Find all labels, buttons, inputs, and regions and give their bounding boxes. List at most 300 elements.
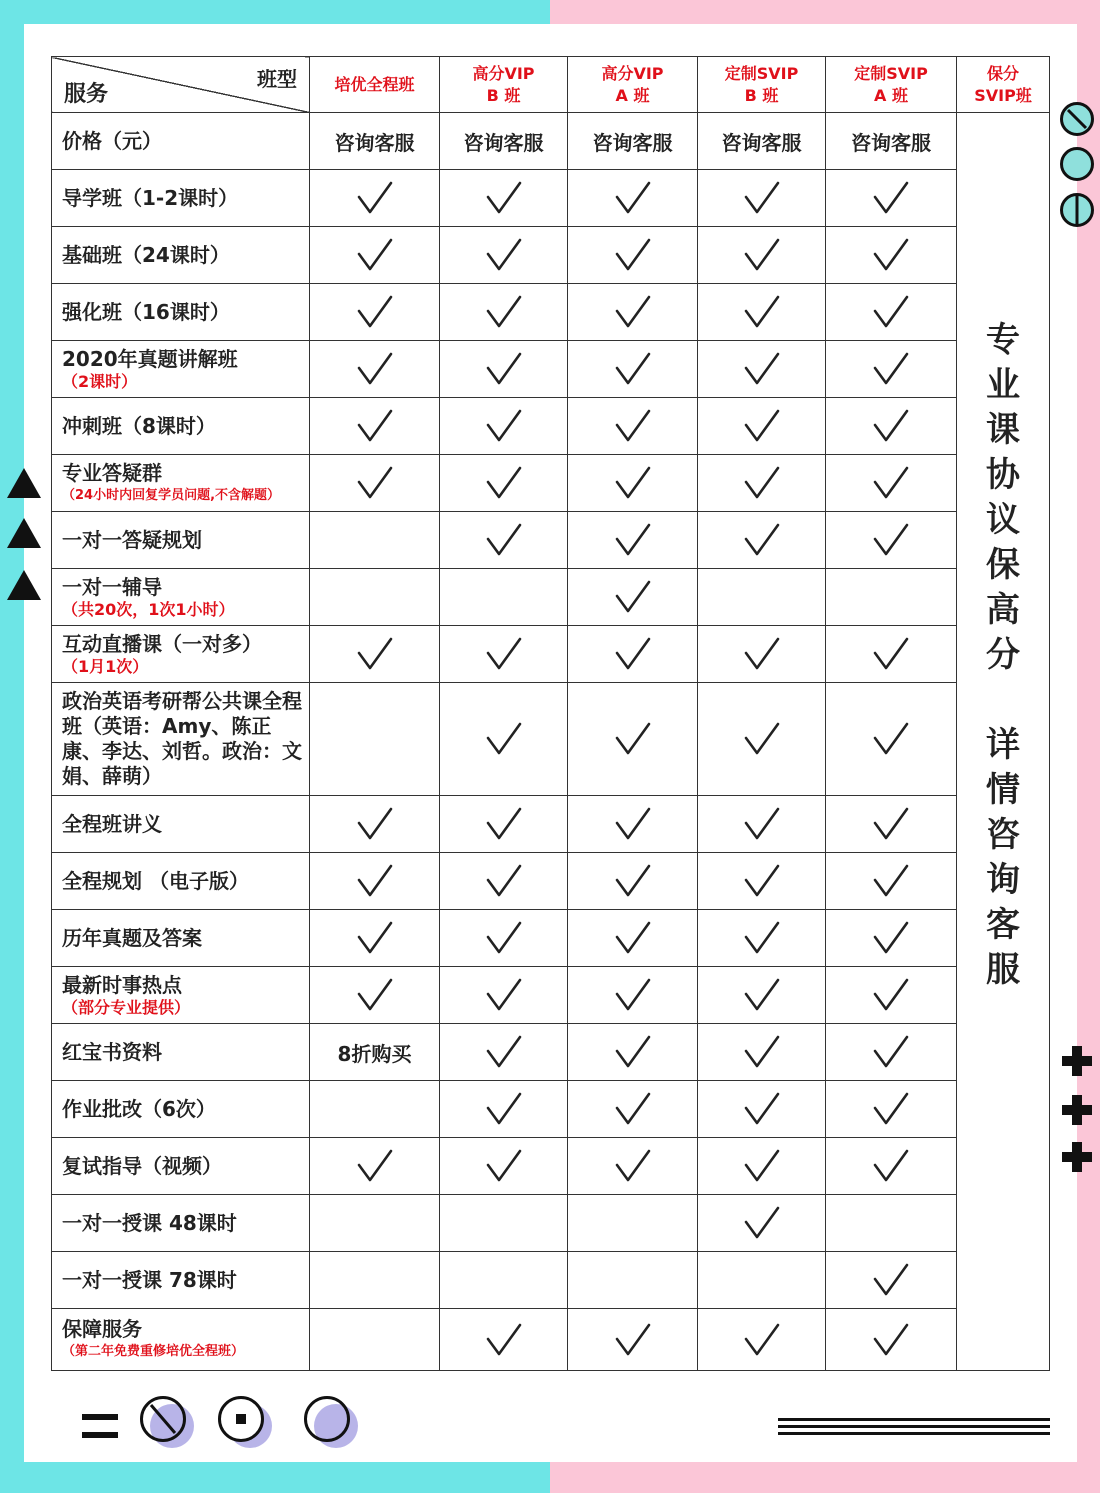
row-label-text: 专业答疑群 [62,460,162,485]
table-cell [826,113,957,170]
column-header-vip-b: 高分VIP B 班 [440,57,568,113]
checkmark-icon [615,181,651,215]
checkmark-icon [615,978,651,1012]
row-label-text: 2020年真题讲解班 [62,346,238,371]
equals-icon [82,1414,118,1438]
table-cell [698,1195,826,1252]
table-cell [440,1309,568,1371]
table-cell [826,796,957,853]
table-cell [440,1252,568,1309]
checkmark-icon [357,409,393,443]
slashed-circle-icon [140,1396,186,1442]
table-cell [698,455,826,512]
table-row [52,853,1050,910]
column-header-vip-a: 高分VIP A 班 [568,57,698,113]
cell-text: 咨询客服 [851,130,931,155]
checkmark-icon [744,1323,780,1357]
checkmark-icon [615,295,651,329]
plus-icon [1062,1046,1092,1076]
row-label [52,1138,310,1195]
checkmark-icon [615,722,651,756]
table-cell [310,796,440,853]
table-cell [440,626,568,683]
table-cell [310,284,440,341]
checkmark-icon [873,295,909,329]
checkmark-icon [744,1149,780,1183]
table-cell [310,1081,440,1138]
checkmark-icon [615,1323,651,1357]
table-cell [310,1024,440,1081]
side-note-char: 协 [986,455,1020,495]
circle-icon [1060,147,1094,181]
checkmark-icon [744,722,780,756]
table-cell [440,796,568,853]
row-label-text: 全程规划 （电子版） [62,868,249,893]
table-cell [568,683,698,796]
side-note-gap [957,678,1049,723]
table-cell [568,113,698,170]
checkmark-icon [615,466,651,500]
table-cell [826,170,957,227]
checkmark-icon [486,1149,522,1183]
checkmark-icon [744,409,780,443]
slashed-circle-icon [1060,102,1094,136]
checkmark-icon [486,523,522,557]
row-label-text: 一对一授课 78课时 [62,1267,237,1292]
checkmark-icon [486,352,522,386]
split-circle-icon [1060,193,1094,227]
checkmark-icon [357,864,393,898]
row-label-note: （2课时） [62,371,138,391]
table-row [52,1252,1050,1309]
checkmark-icon [486,238,522,272]
row-label-text: 基础班（24课时） [62,242,230,267]
checkmark-icon [615,523,651,557]
triangle-marker-icon [7,468,41,498]
corner-bottom-label: 服务 [64,82,109,107]
table-row [52,569,1050,626]
table-row [52,1195,1050,1252]
table-cell [310,967,440,1024]
table-cell [568,910,698,967]
checkmark-icon [873,1149,909,1183]
table-cell [568,1252,698,1309]
checkmark-icon [357,1149,393,1183]
row-label-text: 复试指导（视频） [62,1153,222,1178]
checkmark-icon [744,238,780,272]
table-cell [440,512,568,569]
table-cell [826,284,957,341]
table-cell [440,1195,568,1252]
checkmark-icon [615,1149,651,1183]
table-cell [698,398,826,455]
column-header-peiyou: 培优全程班 [310,57,440,113]
row-label-text: 一对一答疑规划 [62,527,202,552]
table-cell [440,1138,568,1195]
row-label [52,341,310,398]
table-cell [698,341,826,398]
row-label-text: 保障服务 [62,1317,142,1341]
cell-text: 咨询客服 [334,130,415,155]
table-cell [698,227,826,284]
table-row [52,1138,1050,1195]
row-label-text: 导学班（1-2课时） [62,185,239,210]
table-cell [310,1252,440,1309]
table-cell [568,341,698,398]
triangle-marker-icon [7,518,41,548]
side-note-char: 服 [986,950,1020,990]
table-row [52,796,1050,853]
checkmark-icon [486,181,522,215]
table-cell [698,967,826,1024]
table-cell [310,113,440,170]
row-label-text: 一对一辅导 [62,574,162,599]
checkmark-icon [744,1092,780,1126]
row-label-text: 历年真题及答案 [62,925,202,950]
row-label [52,512,310,569]
table-cell [310,170,440,227]
checkmark-icon [357,466,393,500]
row-label-text: 一对一授课 48课时 [62,1210,237,1235]
table-cell [826,910,957,967]
checkmark-icon [357,352,393,386]
checkmark-icon [744,295,780,329]
table-cell [568,967,698,1024]
row-label-text: 全程班讲义 [62,811,162,836]
table-cell [698,1309,826,1371]
checkmark-icon [873,637,909,671]
row-label [52,455,310,512]
table-cell [826,967,957,1024]
table-cell [310,853,440,910]
row-label [52,113,310,170]
row-label [52,284,310,341]
table-cell [826,853,957,910]
checkmark-icon [873,1035,909,1069]
side-note-char: 详 [986,725,1020,765]
table-cell [698,170,826,227]
checkmark-icon [744,1035,780,1069]
table-cell [568,1138,698,1195]
table-cell [698,113,826,170]
checkmark-icon [744,466,780,500]
table-cell [698,569,826,626]
dot-circle-icon [218,1396,264,1442]
table-cell [440,569,568,626]
service-comparison-table [51,56,1050,1371]
table-cell [698,626,826,683]
row-label-text: 冲刺班（8课时） [62,413,216,438]
table-cell [568,853,698,910]
row-label [52,170,310,227]
table-cell [698,1252,826,1309]
row-label-note: （共20次，1次1小时） [62,599,235,619]
row-label-text: 强化班（16课时） [62,299,230,324]
cell-text: 咨询客服 [721,130,802,155]
table-row [52,1081,1050,1138]
checkmark-icon [486,978,522,1012]
table-cell [440,113,568,170]
table-cell [698,1024,826,1081]
row-label [52,683,310,796]
triangle-marker-icon [7,570,41,600]
row-label-note: （部分专业提供） [62,997,191,1017]
checkmark-icon [744,921,780,955]
checkmark-icon [873,352,909,386]
plus-icon [1062,1142,1092,1172]
table-cell [826,227,957,284]
checkmark-icon [615,352,651,386]
table-cell [310,455,440,512]
cell-text: 咨询客服 [463,130,544,155]
corner-top-label: 班型 [257,67,297,91]
column-header-baofen-svip: 保分 SVIP班 [957,57,1050,113]
checkmark-icon [486,807,522,841]
side-note-char: 高 [986,590,1020,630]
table-row [52,626,1050,683]
checkmark-icon [744,523,780,557]
table-cell [826,398,957,455]
checkmark-icon [486,637,522,671]
table-cell [698,683,826,796]
checkmark-icon [744,1206,780,1240]
table-row [52,170,1050,227]
table-cell [310,398,440,455]
table-cell [440,683,568,796]
checkmark-icon [873,1092,909,1126]
checkmark-icon [615,580,651,614]
checkmark-icon [873,864,909,898]
table-cell [568,284,698,341]
table-row [52,683,1050,796]
checkmark-icon [873,238,909,272]
row-label [52,796,310,853]
table-cell [826,626,957,683]
row-label-note: （第二年免费重修培优全程班） [62,1344,245,1359]
side-note-char: 课 [986,410,1020,450]
checkmark-icon [873,181,909,215]
checkmark-icon [744,978,780,1012]
checkmark-icon [615,238,651,272]
table-cell [440,284,568,341]
table-row [52,455,1050,512]
checkmark-icon [486,409,522,443]
row-label-note: （1月1次） [62,656,149,676]
table-cell [568,227,698,284]
table-cell [698,1081,826,1138]
table-row [52,910,1050,967]
table-cell [568,1195,698,1252]
side-note-char: 情 [986,770,1020,810]
checkmark-icon [615,409,651,443]
column-header-svip-b: 定制SVIP B 班 [698,57,826,113]
checkmark-icon [873,466,909,500]
checkmark-icon [486,1092,522,1126]
table-cell [568,569,698,626]
table-row [52,398,1050,455]
checkmark-icon [357,181,393,215]
table-cell [568,170,698,227]
table-cell [310,1309,440,1371]
table-cell [310,512,440,569]
header-row [52,57,1050,113]
table-cell [310,683,440,796]
row-label [52,967,310,1024]
row-label [52,1252,310,1309]
row-label-text: 价格（元） [62,128,162,153]
row-label-text: 作业批改（6次） [62,1096,216,1121]
row-label [52,1195,310,1252]
row-label-text: 互动直播课（一对多） [62,631,262,656]
table-cell [698,796,826,853]
row-label-text: 政治英语考研帮公共课全程班（英语：Amy、陈正康、李达、刘哲。政治：文娟、薛萌） [62,689,302,788]
side-note-char: 分 [986,635,1020,675]
side-note-char: 客 [986,905,1020,945]
table-cell [440,1024,568,1081]
checkmark-icon [357,921,393,955]
row-label [52,1081,310,1138]
table-row [52,341,1050,398]
table-cell [826,1024,957,1081]
table-cell [440,967,568,1024]
row-label-note: （24小时内回复学员问题,不含解题） [62,487,281,503]
row-label [52,227,310,284]
table-cell [440,170,568,227]
row-label-text: 最新时事热点 [62,972,182,997]
table-cell [826,1195,957,1252]
table-row [52,284,1050,341]
cell-text: 8折购买 [337,1041,412,1066]
checkmark-icon [873,409,909,443]
table-cell [698,512,826,569]
side-note-char: 咨 [986,815,1020,855]
checkmark-icon [357,807,393,841]
table-cell [568,1024,698,1081]
checkmark-icon [615,637,651,671]
checkmark-icon [615,1035,651,1069]
table-row [52,967,1050,1024]
checkmark-icon [873,722,909,756]
checkmark-icon [486,864,522,898]
table-cell [310,569,440,626]
checkmark-icon [873,1263,909,1297]
checkmark-icon [744,181,780,215]
table-row [52,1024,1050,1081]
table-cell [310,910,440,967]
checkmark-icon [357,295,393,329]
side-note-char: 专 [986,320,1020,360]
row-label-text: 红宝书资料 [62,1039,162,1064]
table-cell [310,626,440,683]
table-cell [826,1081,957,1138]
table-cell [698,284,826,341]
table-cell [826,512,957,569]
checkmark-icon [744,807,780,841]
table-cell [568,1309,698,1371]
table-cell [568,796,698,853]
table-cell [440,341,568,398]
side-note-char: 询 [986,860,1020,900]
table-cell [440,910,568,967]
side-note-char: 业 [986,365,1020,405]
checkmark-icon [486,295,522,329]
table-cell [698,1138,826,1195]
table-cell [568,1081,698,1138]
table-cell [310,341,440,398]
checkmark-icon [357,978,393,1012]
checkmark-icon [486,1035,522,1069]
checkmark-icon [357,238,393,272]
table-row [52,1309,1050,1371]
table-cell [440,455,568,512]
checkmark-icon [744,864,780,898]
row-label [52,626,310,683]
checkmark-icon [486,921,522,955]
checkmark-icon [357,637,393,671]
column-header-svip-a: 定制SVIP A 班 [826,57,957,113]
checkmark-icon [744,637,780,671]
side-note-char: 议 [986,500,1020,540]
checkmark-icon [873,978,909,1012]
table-row [52,227,1050,284]
row-label [52,853,310,910]
checkmark-icon [615,807,651,841]
corner-header [52,57,310,113]
checkmark-icon [744,352,780,386]
side-note-char: 保 [986,545,1020,585]
table-cell [440,227,568,284]
plus-icon [1062,1095,1092,1125]
checkmark-icon [873,523,909,557]
checkmark-icon [486,722,522,756]
table-cell [826,1138,957,1195]
table-row [52,512,1050,569]
table-cell [826,341,957,398]
row-label [52,1024,310,1081]
table-row [52,113,1050,170]
table-cell [698,910,826,967]
checkmark-icon [615,921,651,955]
table-cell [440,1081,568,1138]
table-cell [826,569,957,626]
checkmark-icon [615,1092,651,1126]
table-cell [698,853,826,910]
table-cell [568,398,698,455]
cell-text: 咨询客服 [592,130,673,155]
row-label [52,569,310,626]
striped-lines-decoration [778,1418,1050,1438]
table-cell [826,683,957,796]
table-cell [568,455,698,512]
checkmark-icon [486,466,522,500]
row-label [52,910,310,967]
checkmark-icon [486,1323,522,1357]
circle-icon [304,1396,350,1442]
table-cell [826,455,957,512]
checkmark-icon [873,1323,909,1357]
baofen-side-note [957,113,1050,1371]
checkmark-icon [615,864,651,898]
row-label [52,1309,310,1371]
table-cell [310,1138,440,1195]
table-cell [568,626,698,683]
checkmark-icon [873,921,909,955]
table-cell [440,398,568,455]
table-cell [826,1309,957,1371]
table-cell [826,1252,957,1309]
table-cell [310,1195,440,1252]
checkmark-icon [873,807,909,841]
